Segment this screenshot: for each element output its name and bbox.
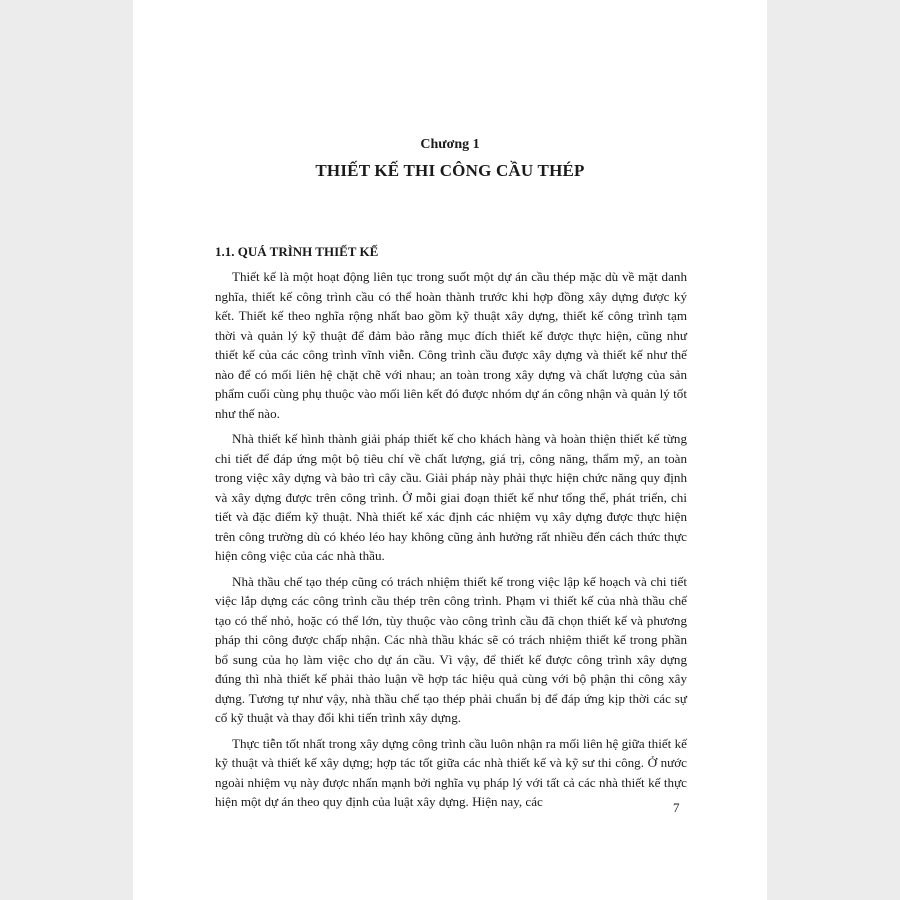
paragraph-4: Thực tiễn tốt nhất trong xây dựng công trình cầu luôn nhận ra mối liên hệ giữa thiết kế kỹ thuật và thiết kế xây dựng; hợp tác tốt giữa các nhà thiết kế và kỹ sư thi công. Ở nước ngoài nhiệm vụ này được nhấn mạnh bởi nghĩa vụ pháp lý với tất cả các nhà thiết kế thực hiện một dự án theo quy định của luật xây dựng. Hiện nay, các [215,735,687,809]
paragraph-3: Nhà thầu chế tạo thép cũng có trách nhiệm thiết kế trong việc lập kế hoạch và chi tiết việc lắp dựng các công trình cầu thép trên công trình. Phạm vi thiết kế của nhà thầu chế tạo có thể nhỏ, hoặc có thể lớn, tùy thuộc vào công trình cầu đã chọn thiết kế và phương pháp thi công được chấp nhận. Các nhà thầu khác sẽ có trách nhiệm thiết kế trong phần bổ sung của họ làm việc cho dự án cầu. Vì vậy, để thiết kế được công trình xây dựng đúng thì nhà thiết kế phải thảo luận về hợp tác hiệu quả cùng với bộ phận thi công xây dựng. Tương tự như vậy, nhà thầu chế tạo thép phải chuẩn bị để đáp ứng kịp thời các sự cố kỹ thuật và thay đổi khi tiến trình xây dựng. [215,573,687,725]
paragraph-2: Nhà thiết kế hình thành giải pháp thiết kế cho khách hàng và hoàn thiện thiết kế từng chi tiết để đáp ứng một bộ tiêu chí về chất lượng, giá trị, công năng, thẩm mỹ, an toàn trong việc xây dựng và bảo trì cây cầu. Giải pháp này phải thực hiện chức năng quy định và xây dựng được trên công trình. Ở mỗi giai đoạn thiết kế như tổng thể, phát triển, chi tiết và đặc điểm kỹ thuật. Nhà thiết kế xác định các nhiệm vụ xây dựng được thực hiện trên công trường dù có khéo léo hay không cũng ảnh hưởng rất nhiều đến cách thức thực hiện công việc của các nhà thầu. [215,431,687,563]
book-page [133,0,767,900]
body-text [215,267,687,818]
paragraph-1: Thiết kế là một hoạt động liên tục trong suốt một dự án cầu thép mặc dù về mặt danh nghĩa, thiết kế công trình cầu có thể hoàn thành trước khi hợp đồng xây dựng được ký kết. Thiết kế theo nghĩa rộng nhất bao gồm kỹ thuật xây dựng, thiết kế công trình tạm thời và quản lý kỹ thuật để đảm bảo rằng mục đích thiết kế được thực hiện, cũng như thiết kế của các công trình vĩnh viễn. Công trình cầu được xây dựng và thiết kế như thế nào để có mối liên hệ chặt chẽ với nhau; an toàn trong xây dựng và chất lượng của sản phẩm cuối cùng phụ thuộc vào mối liên kết đó được nhóm dự án công nhận và quản lý tốt như thế nào. [215,269,687,421]
section-heading: 1.1. QUÁ TRÌNH THIẾT KẾ [215,244,379,259]
chapter-label: Chương 1 [420,137,480,152]
page-number: 7 [673,800,680,815]
chapter-title: THIẾT KẾ THI CÔNG CẦU THÉP [315,161,585,180]
